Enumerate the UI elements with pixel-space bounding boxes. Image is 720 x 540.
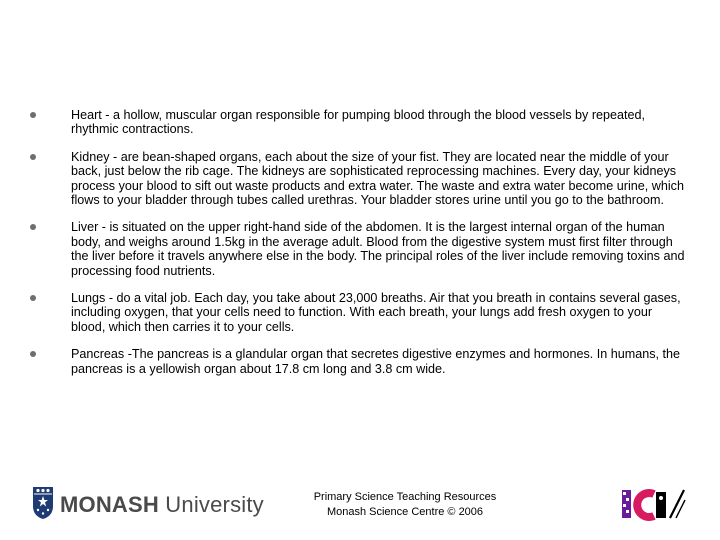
list-item-heart xyxy=(30,108,685,137)
term-liver: Liver xyxy=(71,220,99,235)
monash-wordmark xyxy=(60,492,264,518)
monash-crest-icon xyxy=(32,486,54,520)
term-heart: Heart xyxy=(71,108,102,122)
list-item-liver xyxy=(30,220,685,278)
footer-credit xyxy=(290,490,520,520)
description-pancreas: -The pancreas is a glandular organ that secretes digestive enzymes and hormones. In humans, the pancreas is a yellowish organ about 17.8 cm long and 3.8 cm wide. xyxy=(71,347,681,376)
description-kidney-part2: through tubes called urethras. Your bladder stores urine until you go to the bathroom. xyxy=(187,193,664,208)
bullet-icon xyxy=(30,224,36,230)
description-heart: - a hollow, muscular organ responsible for pumping blood through the blood vessels by repeated, rhythmic contractions. xyxy=(71,108,646,137)
description-liver: - is situated on the upper right-hand side of the abdomen. It is the largest internal organ of the human body, and weighs around 1.5kg in the average adult. Blood from the digestive system must first filter through the liver before it travels anywhere else in the body. The principal roles of the liver include removing toxins and processing food nutrients. xyxy=(71,220,685,278)
term-lungs: Lungs xyxy=(71,291,106,306)
monash-wordmark-light: University xyxy=(158,492,264,517)
monash-university-logo xyxy=(32,486,264,522)
term-bladder: bladder xyxy=(145,193,188,208)
bullet-icon xyxy=(30,351,36,357)
term-kidney: Kidney xyxy=(71,149,110,164)
term-pancreas: Pancreas xyxy=(71,347,125,362)
organ-bullet-list xyxy=(30,108,685,389)
list-item-lungs xyxy=(30,291,685,334)
credit-line-2: Monash Science Centre © 2006 xyxy=(326,506,484,518)
list-item-pancreas xyxy=(30,347,685,376)
bullet-icon xyxy=(30,112,36,118)
description-lungs: - do a vital job. Each day, you take about 23,000 breaths. Air that you breath in contains several gases, including oxygen, that your cells need to function. With each breath, your lungs add fresh oxygen to your blood, which then carries it to your cells. xyxy=(71,291,681,334)
science-centre-logo-icon xyxy=(620,486,688,522)
credit-line-1: Primary Science Teaching Resources xyxy=(313,491,497,503)
monash-wordmark-bold: MONASH xyxy=(60,492,159,517)
list-item-kidney xyxy=(30,150,685,208)
bullet-icon xyxy=(30,154,36,160)
bullet-icon xyxy=(30,295,36,301)
description-kidney-part1: - are bean-shaped organs, each about the size of your fist. They are located near the middle of your back, just below the rib cage. The kidneys are sophisticated reprocessing machines. Every day, your kidneys process your blood to sift out waste products and extra water. The waste and extra water become urine, which flows to your xyxy=(71,149,684,208)
